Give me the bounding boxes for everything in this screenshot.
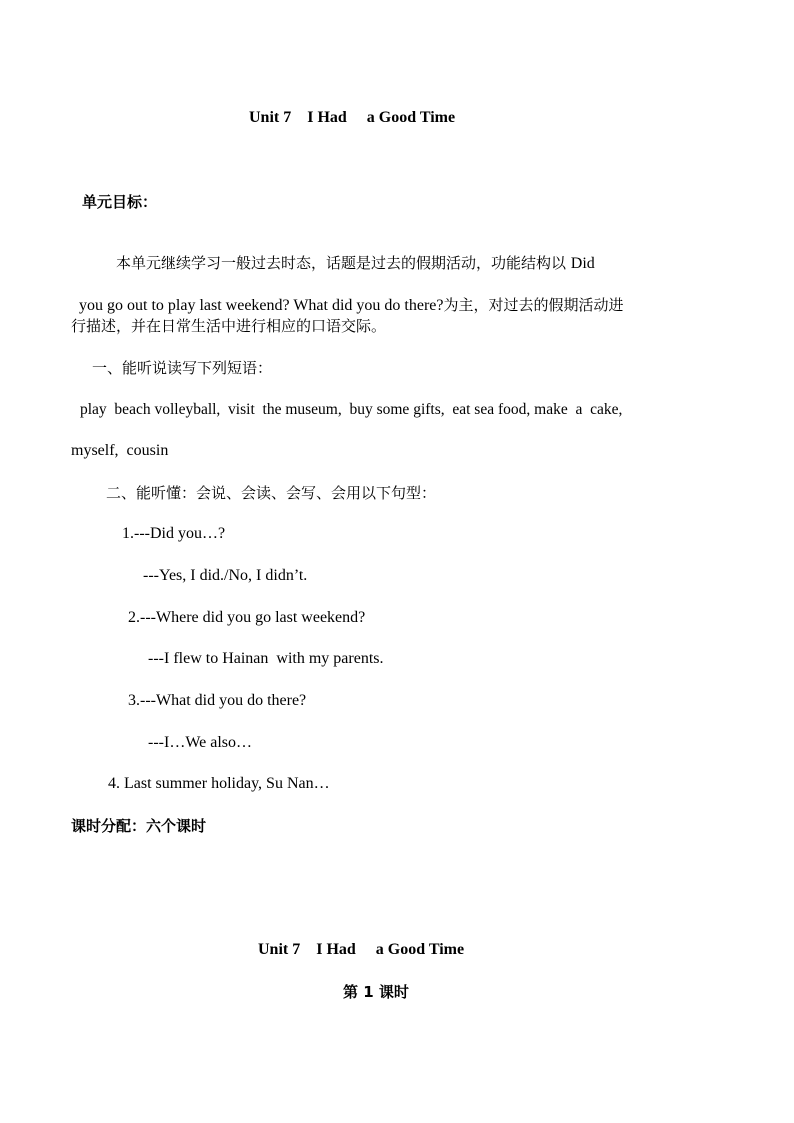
page-title: Unit 7 I Had a Good Time [249,109,456,126]
pattern-4: 4. Last summer holiday, Su Nan… [108,775,330,792]
intro-line-2 [71,275,624,316]
intro-line-1-en: Did [570,255,595,272]
intro-line-2-en: you go out to play last weekend? What did you do there? [79,297,444,314]
intro-line-1 [108,233,595,274]
intro-line-1-cn: 本单元继续学习一般过去时态，话题是过去的假期活动，功能结构以 [116,254,571,272]
phrases-line-2: myself, cousin [71,442,169,459]
section1-heading: 一、能听说读写下列短语： [92,359,273,377]
lesson-label: 第 1 课时 [343,983,409,1001]
goals-heading: 单元目标： [82,193,158,211]
section2-heading: 二、能听懂：会说、会读、会写、会用以下句型： [106,484,437,502]
pattern-2-question: 2.---Where did you go last weekend? [128,609,366,626]
intro-line-3: 行描述，并在日常生活中进行相应的口语交际。 [71,317,387,335]
pattern-3-question: 3.---What did you do there? [128,692,307,709]
schedule: 课时分配：六个课时 [71,817,207,835]
pattern-1-question: 1.---Did you…? [122,525,226,542]
pattern-1-answer: ---Yes, I did./No, I didn’t. [143,567,308,584]
pattern-2-answer: ---I flew to Hainan with my parents. [148,650,384,667]
pattern-3-answer: ---I…We also… [148,734,253,751]
intro-line-2-cn: 为主，对过去的假期活动进 [443,296,624,314]
phrases-line-1: play beach volleyball, visit the museum, buy some gifts, eat sea food, make a cake, [80,401,623,418]
lesson-title: Unit 7 I Had a Good Time [258,941,465,958]
